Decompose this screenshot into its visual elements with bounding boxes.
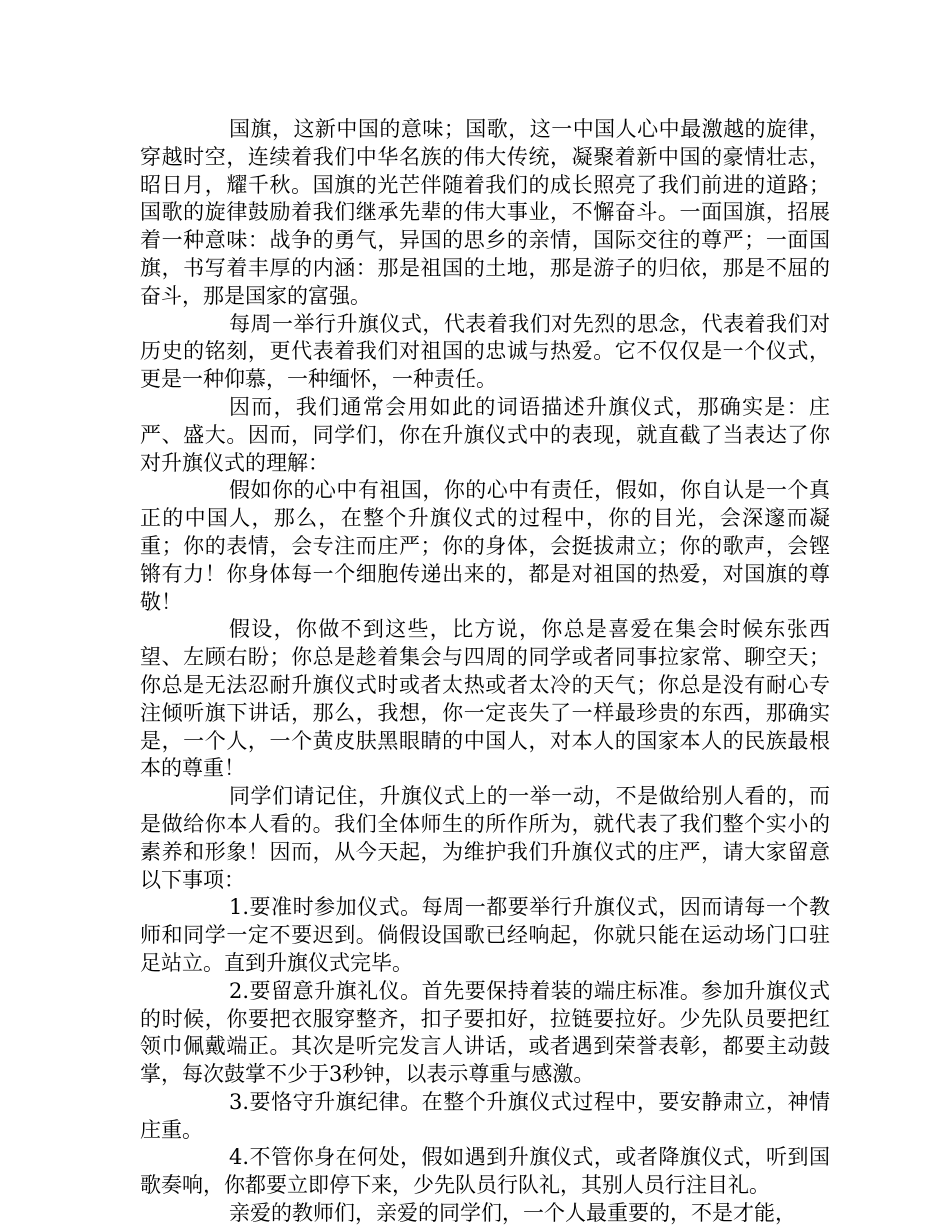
list-item-etiquette: 2.要留意升旗礼仪。首先要保持着装的端庄标准。参加升旗仪式的时候，你要把衣服穿整齐，扣子要扣好，拉链要拉好。少先队员要把红领巾佩戴端正。其次是听完发言人讲话，或者遇到荣誉表彰，都要主动鼓掌，每次鼓掌不少于3秒钟，以表示尊重与感激。 [140, 978, 830, 1087]
paragraph-flag-anthem-meaning: 国旗，这新中国的意味；国歌，这一中国人心中最激越的旋律，穿越时空，连续着我们中华名族的伟大传统，凝聚着新中国的豪情壮志，昭日月，耀千秋。国旗的光芒伴随着我们的成长照亮了我们前进的道路；国歌的旋律鼓励着我们继承先辈的伟大事业，不懈奋斗。一面国旗，招展着一种意味：战争的勇气，异国的思乡的亲情，国际交往的尊严；一面国旗，书写着丰厚的内涵：那是祖国的土地，那是游子的归依，那是不屈的奋斗，那是国家的富强。 [140, 117, 830, 308]
paragraph-remember: 同学们请记住，升旗仪式上的一举一动，不是做给别人看的，而是做给你本人看的。我们全体师生的所作所为，就代表了我们整个实小的素养和形象！因而，从今天起，为维护我们升旗仪式的庄严，请大家留意以下事项： [140, 784, 830, 892]
list-item-discipline: 3.要恪守升旗纪律。在整个升旗仪式过程中，要安静肃立，神情庄重。 [140, 1089, 830, 1142]
paragraph-if-cannot-do: 假设，你做不到这些，比方说，你总是喜爱在集会时候东张西望、左顾右盼；你总是趁着集会与四周的同学或者同事拉家常、聊空天；你总是无法忍耐升旗仪式时或者太热或者太冷的天气；你总是没有耐心专注倾听旗下讲话，那么，我想，你一定丧失了一样最珍贵的东西，那确实是，一个人，一个黄皮肤黑眼睛的中国人，对本人的国家本人的民族最根本的尊重！ [140, 617, 830, 781]
paragraph-solemn-grand: 因而，我们通常会用如此的词语描述升旗仪式，那确实是：庄严、盛大。因而，同学们，你在升旗仪式中的表现，就直截了当表达了你对升旗仪式的理解： [140, 394, 830, 475]
list-item-punctuality: 1.要准时参加仪式。每周一都要举行升旗仪式，因而请每一个教师和同学一定不要迟到。倘假设国歌已经响起，你就只能在运动场门口驻足站立。直到升旗仪式完毕。 [140, 895, 830, 975]
list-item-anywhere: 4.不管你身在何处，假如遇到升旗仪式，或者降旗仪式，听到国歌奏响，你都要立即停下来，少先队员行队礼，其别人员行注目礼。 [140, 1145, 830, 1198]
paragraph-closing: 亲爱的教师们，亲爱的同学们，一个人最重要的，不是才能， [229, 1201, 796, 1226]
document-body [140, 116, 830, 1228]
paragraph-monday-ceremony: 每周一举行升旗仪式，代表着我们对先烈的思念，代表着我们对历史的铭刻，更代表着我们对祖国的忠诚与热爱。它不仅仅是一个仪式，更是一种仰慕，一种缅怀，一种责任。 [140, 311, 830, 392]
paragraph-if-motherland-in-heart: 假如你的心中有祖国，你的心中有责任，假如，你自认是一个真正的中国人，那么，在整个升旗仪式的过程中，你的目光，会深邃而凝重；你的表情，会专注而庄严；你的身体，会挺拔肃立；你的歌声，会铿锵有力！你身体每一个细胞传递出来的，都是对祖国的热爱，对国旗的尊敬！ [140, 478, 830, 614]
